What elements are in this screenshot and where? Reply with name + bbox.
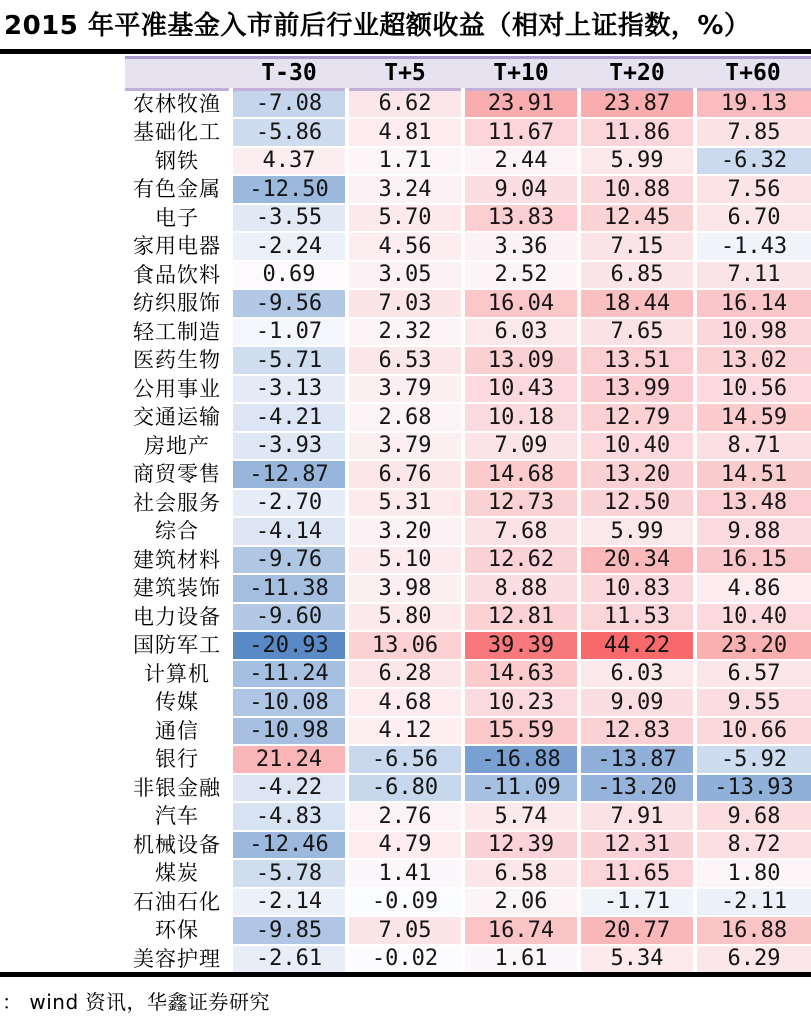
- industry-label: 纺织服饰: [125, 289, 231, 318]
- heatmap-cell: 13.06: [347, 631, 463, 660]
- table-row: [125, 403, 811, 432]
- table-row: [125, 888, 811, 917]
- heatmap-cell: 14.59: [695, 403, 811, 432]
- heatmap-cell: 12.50: [579, 489, 695, 518]
- heatmap-cell: -4.22: [231, 774, 347, 803]
- table-row: [125, 631, 811, 660]
- industry-label: 建筑装饰: [125, 574, 231, 603]
- industry-label: 社会服务: [125, 489, 231, 518]
- heatmap-cell: 14.63: [463, 660, 579, 689]
- heatmap-cell: 10.66: [695, 717, 811, 746]
- heatmap-cell: 3.98: [347, 574, 463, 603]
- heatmap-cell: 2.44: [463, 147, 579, 176]
- heatmap-cell: 2.76: [347, 802, 463, 831]
- table-row: [125, 745, 811, 774]
- heatmap-cell: 7.56: [695, 175, 811, 204]
- heatmap-cell: -6.56: [347, 745, 463, 774]
- heatmap-cell: 3.79: [347, 375, 463, 404]
- column-header-T+5: T+5: [347, 57, 463, 89]
- heatmap-cell: 14.68: [463, 460, 579, 489]
- column-header-T+10: T+10: [463, 57, 579, 89]
- table-row: [125, 89, 811, 118]
- heatmap-cell: 5.74: [463, 802, 579, 831]
- heatmap-cell: 20.77: [579, 916, 695, 945]
- heatmap-cell: 13.48: [695, 489, 811, 518]
- table-row: [125, 346, 811, 375]
- heatmap-cell: -10.98: [231, 717, 347, 746]
- table-row: [125, 717, 811, 746]
- industry-label: 综合: [125, 517, 231, 546]
- heatmap-cell: 7.03: [347, 289, 463, 318]
- heatmap-cell: -2.70: [231, 489, 347, 518]
- industry-label: 公用事业: [125, 375, 231, 404]
- heatmap-cell: -12.50: [231, 175, 347, 204]
- heatmap-cell: 7.68: [463, 517, 579, 546]
- heatmap-cell: 5.99: [579, 517, 695, 546]
- heatmap-cell: 10.56: [695, 375, 811, 404]
- heatmap-cell: -13.87: [579, 745, 695, 774]
- heatmap-cell: 10.40: [579, 432, 695, 461]
- heatmap-cell: 12.79: [579, 403, 695, 432]
- heatmap-cell: 16.74: [463, 916, 579, 945]
- heatmap-cell: 12.62: [463, 546, 579, 575]
- industry-label: 医药生物: [125, 346, 231, 375]
- heatmap-cell: -11.24: [231, 660, 347, 689]
- heatmap-cell: -11.38: [231, 574, 347, 603]
- heatmap-cell: 3.36: [463, 232, 579, 261]
- heatmap-cell: 4.79: [347, 831, 463, 860]
- industry-label: 煤炭: [125, 859, 231, 888]
- table-row: [125, 147, 811, 176]
- heatmap-cell: -12.46: [231, 831, 347, 860]
- heatmap-cell: 16.04: [463, 289, 579, 318]
- heatmap-cell: 6.03: [463, 318, 579, 347]
- heatmap-cell: 11.53: [579, 603, 695, 632]
- heatmap-cell: 13.51: [579, 346, 695, 375]
- heatmap-cell: -4.21: [231, 403, 347, 432]
- heatmap-cell: 7.09: [463, 432, 579, 461]
- table-row: [125, 175, 811, 204]
- heatmap-cell: -20.93: [231, 631, 347, 660]
- table-row: [125, 118, 811, 147]
- heatmap-cell: -2.11: [695, 888, 811, 917]
- table-row: [125, 774, 811, 803]
- heatmap-cell: 3.79: [347, 432, 463, 461]
- column-header-T+60: T+60: [695, 57, 811, 89]
- heatmap-cell: 10.98: [695, 318, 811, 347]
- table-row: [125, 489, 811, 518]
- heatmap-cell: 13.99: [579, 375, 695, 404]
- table-row: [125, 660, 811, 689]
- heatmap-cell: 8.71: [695, 432, 811, 461]
- heatmap-cell: 19.13: [695, 89, 811, 118]
- industry-label: 轻工制造: [125, 318, 231, 347]
- column-header-T-30: T-30: [231, 57, 347, 89]
- industry-label: 银行: [125, 745, 231, 774]
- heatmap-cell: 7.65: [579, 318, 695, 347]
- table-row: [125, 375, 811, 404]
- heatmap-cell: -9.85: [231, 916, 347, 945]
- table-row: [125, 688, 811, 717]
- industry-label: 汽车: [125, 802, 231, 831]
- table-row: [125, 859, 811, 888]
- source-note: ： wind 资讯，华鑫证券研究: [2, 990, 270, 1015]
- heatmap-cell: 4.12: [347, 717, 463, 746]
- heatmap-cell: 12.81: [463, 603, 579, 632]
- heatmap-cell: 4.81: [347, 118, 463, 147]
- table-body: [125, 89, 811, 972]
- heatmap-cell: 6.53: [347, 346, 463, 375]
- heatmap-cell: 44.22: [579, 631, 695, 660]
- heatmap-cell: 15.59: [463, 717, 579, 746]
- heatmap-cell: -11.09: [463, 774, 579, 803]
- heatmap-cell: 6.03: [579, 660, 695, 689]
- heatmap-cell: 20.34: [579, 546, 695, 575]
- industry-label: 机械设备: [125, 831, 231, 860]
- heatmap-cell: 11.86: [579, 118, 695, 147]
- industry-label: 商贸零售: [125, 460, 231, 489]
- heatmap-cell: 12.31: [579, 831, 695, 860]
- industry-label: 非银金融: [125, 774, 231, 803]
- column-header-T+20: T+20: [579, 57, 695, 89]
- heatmap-cell: 9.04: [463, 175, 579, 204]
- heatmap-cell: 4.56: [347, 232, 463, 261]
- heatmap-cell: -5.92: [695, 745, 811, 774]
- heatmap-cell: 11.67: [463, 118, 579, 147]
- heatmap-cell: 5.31: [347, 489, 463, 518]
- table-row: [125, 916, 811, 945]
- heatmap-cell: 7.15: [579, 232, 695, 261]
- table-row: [125, 802, 811, 831]
- industry-label: 环保: [125, 916, 231, 945]
- heatmap-cell: 5.10: [347, 546, 463, 575]
- heatmap-cell: 9.68: [695, 802, 811, 831]
- heatmap-cell: 13.09: [463, 346, 579, 375]
- industry-label: 农林牧渔: [125, 89, 231, 118]
- heatmap-cell: 7.91: [579, 802, 695, 831]
- heatmap-cell: 5.99: [579, 147, 695, 176]
- heatmap-cell: -5.86: [231, 118, 347, 147]
- table-row: [125, 318, 811, 347]
- heatmap-cell: -12.87: [231, 460, 347, 489]
- heatmap-cell: 2.52: [463, 261, 579, 290]
- table-row: [125, 574, 811, 603]
- heatmap-cell: -13.20: [579, 774, 695, 803]
- heatmap-cell: -9.60: [231, 603, 347, 632]
- heatmap-cell: -2.61: [231, 945, 347, 973]
- heatmap-cell: 9.55: [695, 688, 811, 717]
- heatmap-cell: 6.85: [579, 261, 695, 290]
- heatmap-cell: -3.13: [231, 375, 347, 404]
- heatmap-cell: 6.28: [347, 660, 463, 689]
- heatmap-cell: 10.23: [463, 688, 579, 717]
- table-row: [125, 289, 811, 318]
- heatmap-cell: 14.51: [695, 460, 811, 489]
- heatmap-cell: -6.32: [695, 147, 811, 176]
- heatmap-cell: -2.24: [231, 232, 347, 261]
- heatmap-cell: -9.76: [231, 546, 347, 575]
- heatmap-cell: -4.14: [231, 517, 347, 546]
- heatmap-cell: 6.76: [347, 460, 463, 489]
- heatmap-cell: 12.83: [579, 717, 695, 746]
- heatmap-cell: 10.43: [463, 375, 579, 404]
- industry-label: 石油石化: [125, 888, 231, 917]
- heatmap-cell: -0.09: [347, 888, 463, 917]
- heatmap-cell: 1.61: [463, 945, 579, 973]
- table-row: [125, 432, 811, 461]
- heatmap-cell: 12.45: [579, 204, 695, 233]
- heatmap-cell: 10.88: [579, 175, 695, 204]
- table-row: [125, 546, 811, 575]
- heatmap-cell: 9.09: [579, 688, 695, 717]
- heatmap-cell: 6.29: [695, 945, 811, 973]
- heatmap-cell: -3.55: [231, 204, 347, 233]
- heatmap-cell: -1.07: [231, 318, 347, 347]
- heatmap-cell: 2.68: [347, 403, 463, 432]
- industry-label: 通信: [125, 717, 231, 746]
- industry-label: 电子: [125, 204, 231, 233]
- heatmap-cell: 13.20: [579, 460, 695, 489]
- heatmap-cell: 13.83: [463, 204, 579, 233]
- table-row: [125, 204, 811, 233]
- industry-label: 电力设备: [125, 603, 231, 632]
- heatmap-cell: -5.78: [231, 859, 347, 888]
- heatmap-cell: -6.80: [347, 774, 463, 803]
- heatmap-cell: -7.08: [231, 89, 347, 118]
- industry-label: 建筑材料: [125, 546, 231, 575]
- industry-label: 传媒: [125, 688, 231, 717]
- heatmap-cell: 7.11: [695, 261, 811, 290]
- heatmap-cell: 3.05: [347, 261, 463, 290]
- heatmap-cell: -2.14: [231, 888, 347, 917]
- heatmap-cell: -13.93: [695, 774, 811, 803]
- industry-label: 房地产: [125, 432, 231, 461]
- heatmap-cell: -1.43: [695, 232, 811, 261]
- table-row: [125, 517, 811, 546]
- heatmap-cell: 7.85: [695, 118, 811, 147]
- industry-label: 钢铁: [125, 147, 231, 176]
- heatmap-cell: 10.83: [579, 574, 695, 603]
- heatmap-cell: 12.73: [463, 489, 579, 518]
- heatmap-cell: -5.71: [231, 346, 347, 375]
- heatmap-cell: 2.06: [463, 888, 579, 917]
- industry-label: 计算机: [125, 660, 231, 689]
- heatmap-cell: 39.39: [463, 631, 579, 660]
- heatmap-cell: -4.83: [231, 802, 347, 831]
- heatmap-cell: 1.80: [695, 859, 811, 888]
- heatmap-cell: 0.69: [231, 261, 347, 290]
- table-row: [125, 945, 811, 973]
- heatmap-cell: 23.91: [463, 89, 579, 118]
- heatmap-cell: 3.24: [347, 175, 463, 204]
- table-row: [125, 460, 811, 489]
- heatmap-cell: 4.37: [231, 147, 347, 176]
- heatmap-cell: 12.39: [463, 831, 579, 860]
- heatmap-cell: 16.15: [695, 546, 811, 575]
- heatmap-cell: 10.18: [463, 403, 579, 432]
- heatmap-cell: 8.72: [695, 831, 811, 860]
- heatmap-cell: -0.02: [347, 945, 463, 973]
- heatmap-cell: 11.65: [579, 859, 695, 888]
- heatmap-cell: 4.86: [695, 574, 811, 603]
- heatmap-cell: 5.34: [579, 945, 695, 973]
- heatmap-cell: 1.71: [347, 147, 463, 176]
- excess-return-heatmap-table: [125, 56, 811, 973]
- industry-label: 有色金属: [125, 175, 231, 204]
- heatmap-cell: 7.05: [347, 916, 463, 945]
- heatmap-cell: 1.41: [347, 859, 463, 888]
- page-title: 2015 年平准基金入市前后行业超额收益（相对上证指数，%）: [0, 0, 811, 54]
- table-row: [125, 261, 811, 290]
- heatmap-cell: -9.56: [231, 289, 347, 318]
- heatmap-cell: -10.08: [231, 688, 347, 717]
- heatmap-cell: 6.58: [463, 859, 579, 888]
- industry-label: 基础化工: [125, 118, 231, 147]
- heatmap-cell: 6.57: [695, 660, 811, 689]
- heatmap-cell: -3.93: [231, 432, 347, 461]
- heatmap-cell: 23.87: [579, 89, 695, 118]
- heatmap-cell: 5.80: [347, 603, 463, 632]
- table-row: [125, 831, 811, 860]
- heatmap-cell: 16.14: [695, 289, 811, 318]
- heatmap-cell: 8.88: [463, 574, 579, 603]
- industry-label: 食品饮料: [125, 261, 231, 290]
- heatmap-cell: 9.88: [695, 517, 811, 546]
- heatmap-cell: 18.44: [579, 289, 695, 318]
- industry-label: 家用电器: [125, 232, 231, 261]
- heatmap-cell: 5.70: [347, 204, 463, 233]
- industry-label: 交通运输: [125, 403, 231, 432]
- table-row: [125, 232, 811, 261]
- header-corner-cell: [125, 57, 231, 89]
- industry-label: 国防军工: [125, 631, 231, 660]
- heatmap-cell: -1.71: [579, 888, 695, 917]
- table-row: [125, 603, 811, 632]
- heatmap-cell: 23.20: [695, 631, 811, 660]
- heatmap-cell: 3.20: [347, 517, 463, 546]
- heatmap-cell: -16.88: [463, 745, 579, 774]
- heatmap-cell: 6.70: [695, 204, 811, 233]
- heatmap-cell: 6.62: [347, 89, 463, 118]
- industry-label: 美容护理: [125, 945, 231, 973]
- heatmap-cell: 13.02: [695, 346, 811, 375]
- heatmap-cell: 21.24: [231, 745, 347, 774]
- heatmap-cell: 2.32: [347, 318, 463, 347]
- heatmap-cell: 16.88: [695, 916, 811, 945]
- header-row: [125, 57, 811, 89]
- heatmap-cell: 4.68: [347, 688, 463, 717]
- heatmap-cell: 10.40: [695, 603, 811, 632]
